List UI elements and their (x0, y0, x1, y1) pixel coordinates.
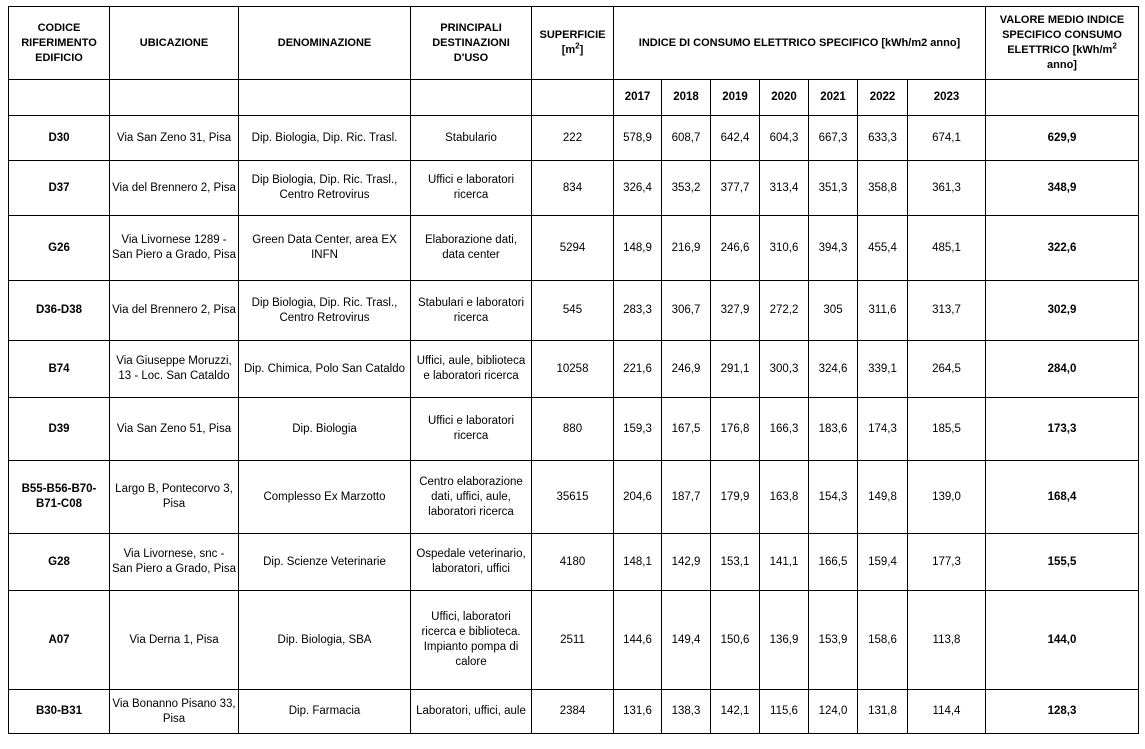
table-row (9, 591, 1139, 690)
consumption-value: 150,6 (711, 591, 760, 690)
building-name: Dip. Biologia, Dip. Ric. Trasl. (239, 116, 411, 161)
consumption-value: 185,5 (908, 398, 986, 461)
consumption-value: 138,3 (662, 690, 711, 734)
average-value: 302,9 (986, 281, 1139, 341)
table-row (9, 216, 1139, 281)
consumption-value: 148,9 (614, 216, 662, 281)
building-surface: 35615 (532, 461, 614, 534)
year-header: 2021 (809, 80, 858, 116)
consumption-value: 377,7 (711, 161, 760, 216)
building-surface: 834 (532, 161, 614, 216)
building-surface: 2511 (532, 591, 614, 690)
year-header: 2022 (858, 80, 908, 116)
building-location: Largo B, Pontecorvo 3, Pisa (110, 461, 239, 534)
consumption-value: 642,4 (711, 116, 760, 161)
average-value: 173,3 (986, 398, 1139, 461)
table-row (9, 116, 1139, 161)
header-name: DENOMINAZIONE (239, 7, 411, 80)
header-surface: SUPERFICIE $[m^2]$ (532, 7, 614, 80)
building-name: Dip. Biologia, SBA (239, 591, 411, 690)
building-use: Uffici e laboratori ricerca (411, 161, 532, 216)
building-surface: 4180 (532, 534, 614, 591)
consumption-value: 148,1 (614, 534, 662, 591)
consumption-value: 283,3 (614, 281, 662, 341)
consumption-value: 183,6 (809, 398, 858, 461)
building-location: Via Bonanno Pisano 33, Pisa (110, 690, 239, 734)
header-average: VALORE MEDIO INDICE SPECIFICO CONSUMO ELETTRICO [$kWh/m^2$ anno] (986, 7, 1139, 80)
building-location: Via Livornese, snc - San Piero a Grado, Pisa (110, 534, 239, 591)
consumption-value: 264,5 (908, 341, 986, 398)
consumption-value: 221,6 (614, 341, 662, 398)
consumption-value: 131,6 (614, 690, 662, 734)
consumption-value: 327,9 (711, 281, 760, 341)
building-location: Via del Brennero 2, Pisa (110, 281, 239, 341)
consumption-value: 608,7 (662, 116, 711, 161)
consumption-value: 136,9 (760, 591, 809, 690)
building-code: B55-B56-B70-B71-C08 (9, 461, 110, 534)
consumption-value: 324,6 (809, 341, 858, 398)
building-code: D37 (9, 161, 110, 216)
building-code: D30 (9, 116, 110, 161)
header-code: CODICE RIFERIMENTO EDIFICIO (9, 7, 110, 80)
building-surface: 2384 (532, 690, 614, 734)
table-row (9, 461, 1139, 534)
building-surface: 880 (532, 398, 614, 461)
consumption-value: 394,3 (809, 216, 858, 281)
building-use: Ospedale veterinario, laboratori, uffici (411, 534, 532, 591)
header-location: UBICAZIONE (110, 7, 239, 80)
consumption-value: 163,8 (760, 461, 809, 534)
building-code: D36-D38 (9, 281, 110, 341)
building-use: Stabulari e laboratori ricerca (411, 281, 532, 341)
building-name: Complesso Ex Marzotto (239, 461, 411, 534)
building-location: Via Livornese 1289 - San Piero a Grado, Pisa (110, 216, 239, 281)
header-row (9, 7, 1139, 80)
consumption-value: 667,3 (809, 116, 858, 161)
energy-consumption-table (8, 6, 1139, 734)
building-name: Dip. Biologia (239, 398, 411, 461)
building-use: Centro elaborazione dati, uffici, aule, laboratori ricerca (411, 461, 532, 534)
average-value: 284,0 (986, 341, 1139, 398)
consumption-value: 633,3 (858, 116, 908, 161)
consumption-value: 339,1 (858, 341, 908, 398)
consumption-value: 485,1 (908, 216, 986, 281)
building-location: Via del Brennero 2, Pisa (110, 161, 239, 216)
building-use: Elaborazione dati, data center (411, 216, 532, 281)
building-code: D39 (9, 398, 110, 461)
consumption-value: 114,4 (908, 690, 986, 734)
consumption-value: 326,4 (614, 161, 662, 216)
building-name: Dip Biologia, Dip. Ric. Trasl., Centro Retrovirus (239, 161, 411, 216)
consumption-value: 154,3 (809, 461, 858, 534)
consumption-value: 291,1 (711, 341, 760, 398)
building-name: Dip Biologia, Dip. Ric. Trasl., Centro Retrovirus (239, 281, 411, 341)
building-surface: 545 (532, 281, 614, 341)
table-row (9, 690, 1139, 734)
consumption-value: 166,3 (760, 398, 809, 461)
building-location: Via Giuseppe Moruzzi, 13 - Loc. San Cataldo (110, 341, 239, 398)
average-value: 348,9 (986, 161, 1139, 216)
consumption-value: 144,6 (614, 591, 662, 690)
average-value: 629,9 (986, 116, 1139, 161)
table-body (9, 116, 1139, 734)
building-name: Green Data Center, area EX INFN (239, 216, 411, 281)
consumption-value: 159,4 (858, 534, 908, 591)
building-name: Dip. Farmacia (239, 690, 411, 734)
building-code: B74 (9, 341, 110, 398)
building-location: Via Derna 1, Pisa (110, 591, 239, 690)
consumption-value: 166,5 (809, 534, 858, 591)
building-surface: 10258 (532, 341, 614, 398)
consumption-value: 246,9 (662, 341, 711, 398)
consumption-value: 149,8 (858, 461, 908, 534)
consumption-value: 674,1 (908, 116, 986, 161)
building-name: Dip. Scienze Veterinarie (239, 534, 411, 591)
year-header: 2019 (711, 80, 760, 116)
consumption-value: 174,3 (858, 398, 908, 461)
consumption-value: 141,1 (760, 534, 809, 591)
consumption-value: 124,0 (809, 690, 858, 734)
header-index: INDICE DI CONSUMO ELETTRICO SPECIFICO [kWh/m2 anno] (614, 7, 986, 80)
consumption-value: 455,4 (858, 216, 908, 281)
table-row (9, 161, 1139, 216)
building-use: Stabulario (411, 116, 532, 161)
consumption-value: 604,3 (760, 116, 809, 161)
consumption-value: 113,8 (908, 591, 986, 690)
header-uses: PRINCIPALI DESTINAZIONI D'USO (411, 7, 532, 80)
building-location: Via San Zeno 31, Pisa (110, 116, 239, 161)
consumption-value: 353,2 (662, 161, 711, 216)
consumption-value: 313,4 (760, 161, 809, 216)
table-row (9, 341, 1139, 398)
consumption-value: 167,5 (662, 398, 711, 461)
consumption-value: 142,9 (662, 534, 711, 591)
consumption-value: 306,7 (662, 281, 711, 341)
table-row (9, 534, 1139, 591)
building-location: Via San Zeno 51, Pisa (110, 398, 239, 461)
building-use: Uffici, laboratori ricerca e biblioteca. Impianto pompa di calore (411, 591, 532, 690)
consumption-value: 310,6 (760, 216, 809, 281)
year-header: 2023 (908, 80, 986, 116)
table-row (9, 281, 1139, 341)
consumption-value: 358,8 (858, 161, 908, 216)
consumption-value: 179,9 (711, 461, 760, 534)
table-row (9, 398, 1139, 461)
year-header: 2017 (614, 80, 662, 116)
consumption-value: 272,2 (760, 281, 809, 341)
year-header: 2018 (662, 80, 711, 116)
consumption-value: 149,4 (662, 591, 711, 690)
building-surface: 5294 (532, 216, 614, 281)
consumption-value: 153,9 (809, 591, 858, 690)
average-value: 155,5 (986, 534, 1139, 591)
consumption-value: 578,9 (614, 116, 662, 161)
consumption-value: 311,6 (858, 281, 908, 341)
building-code: A07 (9, 591, 110, 690)
building-code: G26 (9, 216, 110, 281)
consumption-value: 115,6 (760, 690, 809, 734)
consumption-value: 187,7 (662, 461, 711, 534)
average-value: 144,0 (986, 591, 1139, 690)
year-header: 2020 (760, 80, 809, 116)
building-name: Dip. Chimica, Polo San Cataldo (239, 341, 411, 398)
consumption-value: 204,6 (614, 461, 662, 534)
building-surface: 222 (532, 116, 614, 161)
consumption-value: 177,3 (908, 534, 986, 591)
consumption-value: 216,9 (662, 216, 711, 281)
consumption-value: 176,8 (711, 398, 760, 461)
consumption-value: 246,6 (711, 216, 760, 281)
consumption-value: 158,6 (858, 591, 908, 690)
year-row (9, 80, 1139, 116)
building-use: Uffici e laboratori ricerca (411, 398, 532, 461)
building-use: Uffici, aule, biblioteca e laboratori ricerca (411, 341, 532, 398)
building-code: G28 (9, 534, 110, 591)
average-value: 128,3 (986, 690, 1139, 734)
consumption-value: 300,3 (760, 341, 809, 398)
average-value: 168,4 (986, 461, 1139, 534)
consumption-value: 153,1 (711, 534, 760, 591)
building-use: Laboratori, uffici, aule (411, 690, 532, 734)
average-value: 322,6 (986, 216, 1139, 281)
consumption-value: 159,3 (614, 398, 662, 461)
consumption-value: 142,1 (711, 690, 760, 734)
consumption-value: 139,0 (908, 461, 986, 534)
building-code: B30-B31 (9, 690, 110, 734)
consumption-value: 313,7 (908, 281, 986, 341)
consumption-value: 131,8 (858, 690, 908, 734)
consumption-value: 351,3 (809, 161, 858, 216)
consumption-value: 305 (809, 281, 858, 341)
consumption-value: 361,3 (908, 161, 986, 216)
